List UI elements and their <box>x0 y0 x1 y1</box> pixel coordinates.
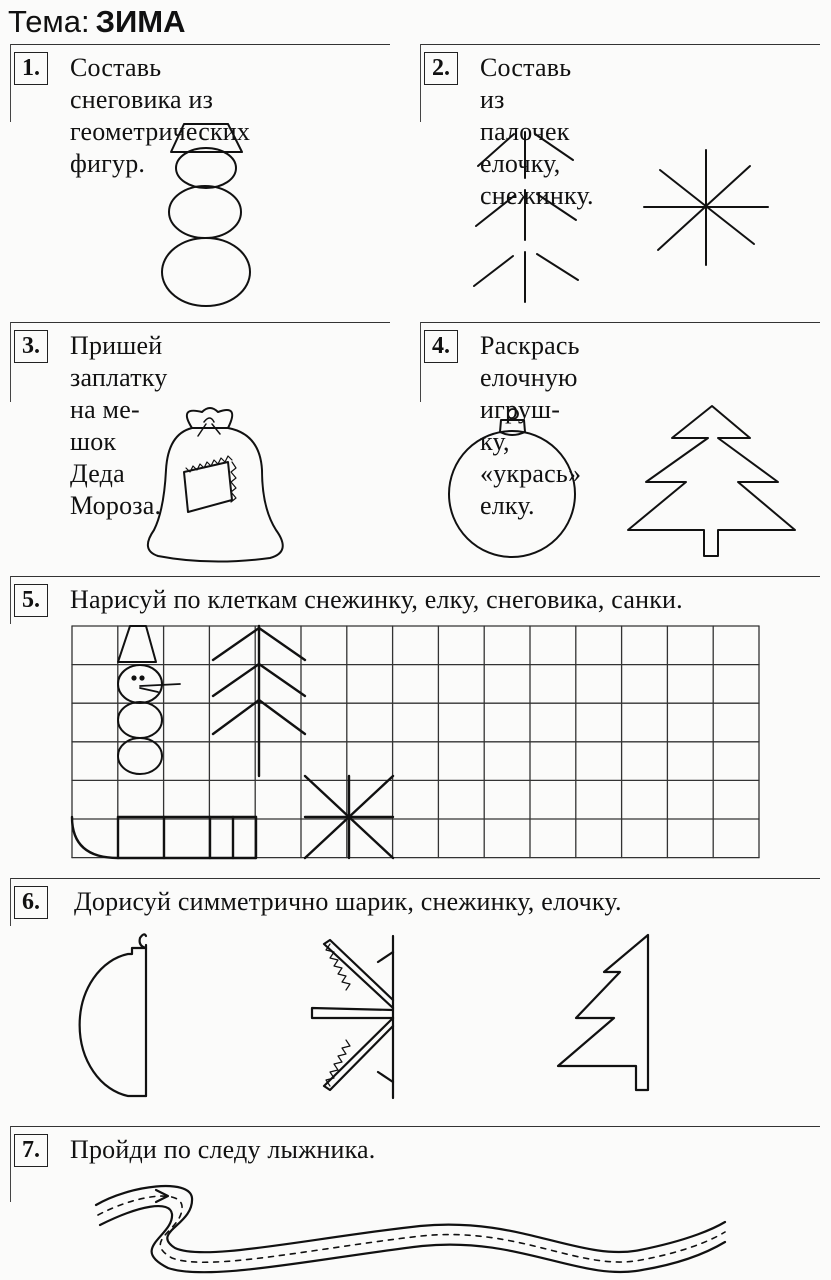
half-fir-tree <box>558 935 648 1090</box>
task-4-number: 4. <box>424 330 458 363</box>
drawing-grid <box>72 626 759 858</box>
snowman-head-circle <box>176 148 236 188</box>
grid-snowflake <box>305 776 393 858</box>
half-ornament <box>80 934 146 1096</box>
task-6-number: 6. <box>14 886 48 919</box>
stick-snowflake <box>644 150 768 265</box>
skier-track <box>96 1186 725 1272</box>
half-snowflake <box>312 936 393 1098</box>
grid-fir-tree <box>213 626 305 776</box>
page-title-label: Тема: <box>8 4 90 39</box>
grid-snowman <box>118 626 180 774</box>
task-7-text: Пройди по следу лыжника. <box>70 1135 376 1164</box>
snowman-middle-circle <box>169 186 241 238</box>
task-2-text: Составь из палочек елочку, снежинку. <box>480 53 594 210</box>
grid-sled <box>72 817 256 858</box>
fir-tree-outline <box>628 406 795 556</box>
task-3-text: Пришей заплатку на ме- шок Деда Мороза. <box>70 331 168 520</box>
task-1-number: 1. <box>14 52 48 85</box>
task-5-text: Нарисуй по клеткам снежинку, елку, снеговика, санки. <box>70 585 683 614</box>
christmas-ornament <box>449 409 575 557</box>
task-5-number: 5. <box>14 584 48 617</box>
task-3-number: 3. <box>14 330 48 363</box>
snowman-bottom-circle <box>162 238 250 306</box>
task-4-text: Раскрась елочную игруш- ку, «укрась» елку. <box>480 331 582 520</box>
task-6-text: Дорисуй симметрично шарик, снежинку, елочку. <box>74 887 622 916</box>
page-topic: ЗИМА <box>95 4 186 39</box>
snowman-shapes <box>162 124 250 306</box>
task-2-number: 2. <box>424 52 458 85</box>
task-7-number: 7. <box>14 1134 48 1167</box>
task-1-text: Составь снеговика из геометрических фигур. <box>70 53 251 178</box>
santa-sack <box>148 408 283 562</box>
stick-tree <box>474 132 578 302</box>
